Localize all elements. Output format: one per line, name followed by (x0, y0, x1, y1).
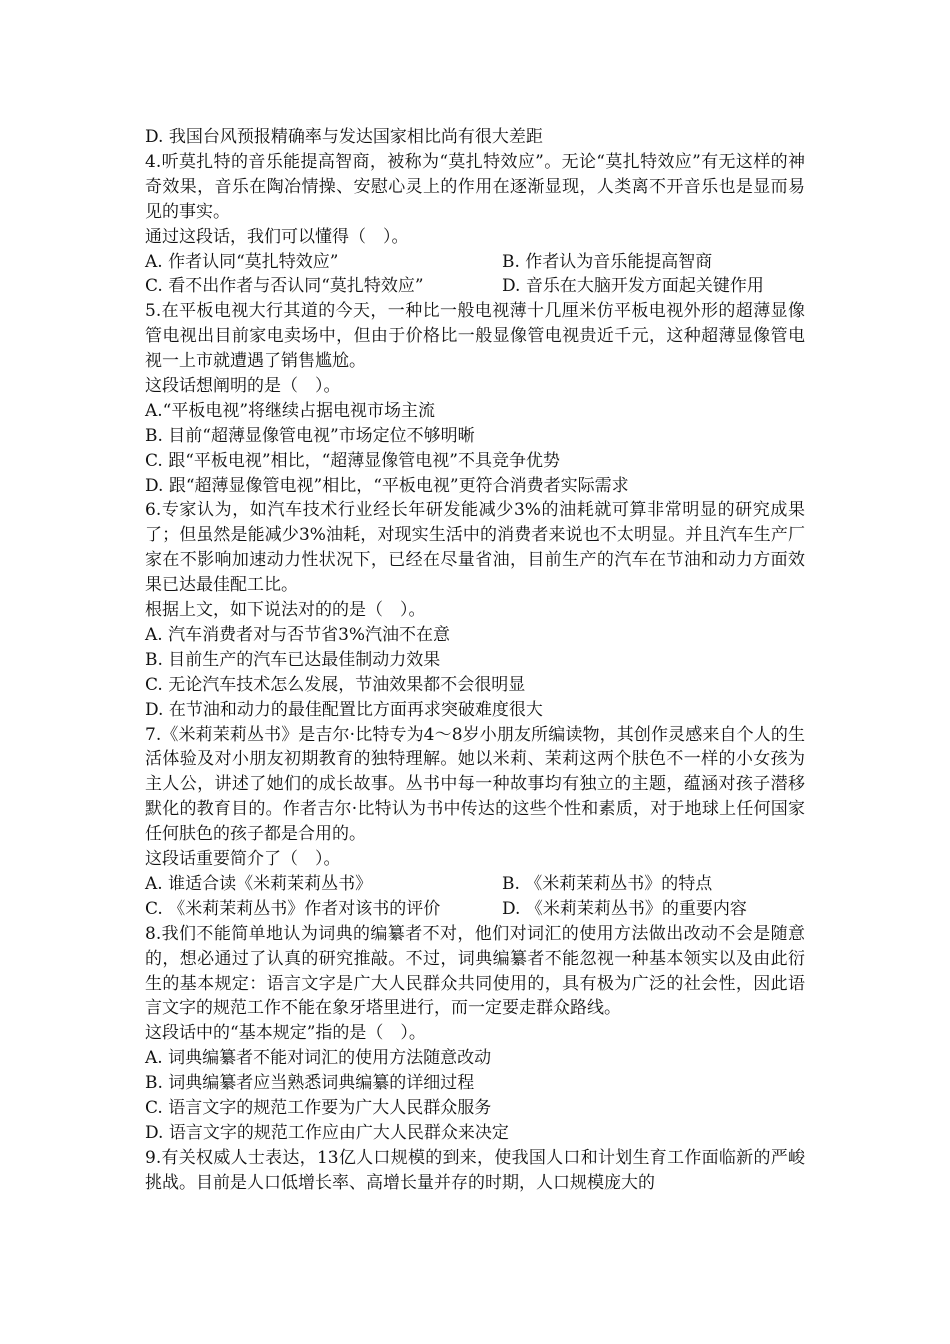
q6-option-c: C. 无论汽车技术怎么发展，节油效果都不会很明显 (145, 674, 526, 695)
q7-option-b: B. 《米莉茉莉丛书》的特点 (502, 873, 713, 894)
q8-option-c: C. 语言文字的规范工作要为广大人民群众服务 (145, 1098, 492, 1119)
q4-options-row-2 (145, 274, 805, 299)
q4-option-c: C. 看不出作者与否认同“莫扎特效应” (145, 276, 424, 297)
q4-option-b: B. 作者认为音乐能提高智商 (502, 251, 713, 272)
q7-prompt: 这段话重要简介了（ ）。 (145, 849, 341, 870)
q6-prompt: 根据上文，如下说法对的的是（ ）。 (145, 600, 426, 621)
q3-option-d: D. 我国台风预报精确率与发达国家相比尚有很大差距 (145, 127, 543, 147)
q5-option-d: D. 跟“超薄显像管电视”相比，“平板电视”更符合消费者实际需求 (145, 475, 629, 496)
q8-option-a: A. 词典编纂者不能对词汇的使用方法随意改动 (145, 1048, 492, 1069)
q7-option-d: D. 《米莉茉莉丛书》的重要内容 (502, 898, 747, 919)
q7-options-row-1 (145, 872, 805, 897)
q7-option-a: A. 谁适合读《米莉茉莉丛书》 (145, 873, 373, 894)
q7-options-row-2 (145, 897, 805, 922)
q8-option-d: D. 语言文字的规范工作应由广大人民群众来决定 (145, 1122, 509, 1143)
q4-paragraph: 4.听莫扎特的音乐能提高智商，被称为“莫扎特效应”。无论“莫扎特效应”有无这样的神奇效果，音乐在陶冶情操、安慰心灵上的作用在逐渐显现，人类离不开音乐也是显而易见的事实。 (145, 151, 805, 222)
q7-paragraph: 7.《米莉茉莉丛书》是吉尔·比特专为4～8岁小朋友所编读物，其创作灵感来自个人的生活体验及对小朋友初期教育的独特理解。她以米莉、茉莉这两个肤色不一样的小女孩为主人公，讲述了她们的成长故事。丛书中每一种故事均有独立的主题，蕴涵对孩子潜移默化的教育目的。作者吉尔·比特认为书中传达的这些个性和素质，对于地球上任何国家任何肤色的孩子都是合用的。 (145, 724, 805, 845)
q9-paragraph: 9.有关权威人士表达，13亿人口规模的到来，使我国人口和计划生育工作面临新的严峻挑战。目前是人口低增长率、高增长量并存的时期，人口规模庞大的 (145, 1147, 805, 1193)
q6-option-a: A. 汽车消费者对与否节省3%汽油不在意 (145, 624, 451, 645)
q4-option-a: A. 作者认同“莫扎特效应” (145, 251, 339, 272)
q5-option-b: B. 目前“超薄显像管电视”市场定位不够明晰 (145, 425, 475, 446)
q4-options-row-1 (145, 250, 805, 275)
q6-paragraph: 6.专家认为，如汽车技术行业经长年研发能减少3%的油耗就可算非常明显的研究成果了；但虽然是能减少3%油耗，对现实生活中的消费者来说也不太明显。并且汽车生产厂家在不影响加速动力性状况下，已经在尽量省油，目前生产的汽车在节油和动力方面效果已达最佳配工比。 (145, 500, 805, 596)
q6-option-b: B. 目前生产的汽车已达最佳制动力效果 (145, 649, 441, 670)
q5-option-a: A.“平板电视”将继续占据电视市场主流 (145, 400, 436, 421)
q4-option-d: D. 音乐在大脑开发方面起关键作用 (502, 276, 764, 297)
q8-paragraph: 8.我们不能简单地认为词典的编纂者不对，他们对词汇的使用方法做出改动不会是随意的，想必通过了认真的研究推敲。不过，词典编纂者不能忽视一种基本领实以及由此衍生的基本规定：语言文字是广大人民群众共同使用的，具有极为广泛的社会性，因此语言文字的规范工作不能在象牙塔里进行，而一定要走群众路线。 (145, 923, 805, 1019)
q8-option-b: B. 词典编纂者应当熟悉词典编纂的详细过程 (145, 1073, 475, 1094)
q8-prompt: 这段话中的“基本规定”指的是（ ）。 (145, 1023, 426, 1044)
q5-paragraph: 5.在平板电视大行其道的今天，一种比一般电视薄十几厘米仿平板电视外形的超薄显像管电视出目前家电卖场中，但由于价格比一般显像管电视贵近千元，这种超薄显像管电视一上市就遭遇了销售尴尬。 (145, 301, 805, 372)
q7-option-c: C. 《米莉茉莉丛书》作者对该书的评价 (145, 898, 441, 919)
q5-option-c: C. 跟“平板电视”相比，“超薄显像管电视”不具竞争优势 (145, 450, 560, 471)
q4-prompt: 通过这段话，我们可以懂得（ ）。 (145, 226, 409, 247)
q6-option-d: D. 在节油和动力的最佳配置比方面再求突破难度很大 (145, 699, 543, 720)
q5-prompt: 这段话想阐明的是（ ）。 (145, 376, 341, 396)
